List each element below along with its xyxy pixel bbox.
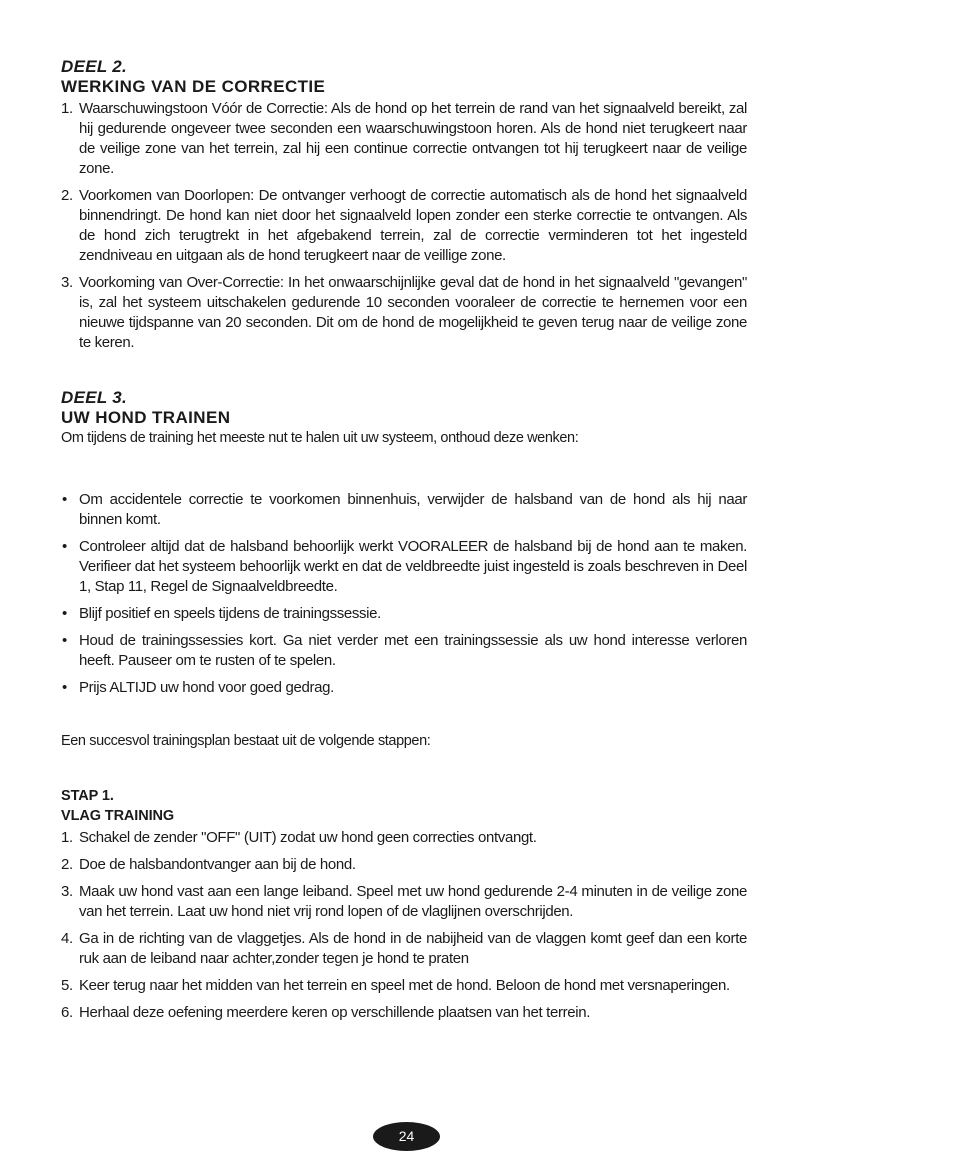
item-number: 6. <box>61 1004 73 1021</box>
item-number: 3. <box>61 883 73 900</box>
item-number: 1. <box>61 100 73 117</box>
item-text: Houd de trainingssessies kort. Ga niet verder met een trainingssessie als uw hond interesse verloren heeft. Pauseer om te rusten of te spelen. <box>79 632 747 669</box>
deel2-list <box>61 99 747 353</box>
item-text: Voorkomen van Doorlopen: De ontvanger verhoogt de correctie automatisch als de hond het signaalveld binnendringt. De hond kan niet door het signaalveld lopen zonder een sterke correctie te ontvangen. Als de hond zich terugtrekt in het afgebakend terrein, zal de correctie verminderen tot het ingesteld zendniveau en uitgaan als de hond terugkeert naar de veillige zone. <box>79 187 747 264</box>
bullet-glyph: • <box>62 605 67 622</box>
list-item <box>61 828 747 848</box>
list-item <box>61 186 747 266</box>
list-item <box>61 929 747 969</box>
list-item <box>61 631 747 671</box>
item-number: 2. <box>61 187 73 204</box>
list-item <box>61 1003 747 1023</box>
item-number: 5. <box>61 977 73 994</box>
item-text: Keer terug naar het midden van het terrein en speel met de hond. Beloon de hond met versnaperingen. <box>79 977 730 994</box>
list-item <box>61 678 747 698</box>
step-kicker: STAP 1. <box>61 788 114 804</box>
item-text: Om accidentele correctie te voorkomen binnenhuis, verwijder de halsband van de hond als hij naar binnen komt. <box>79 491 747 528</box>
item-text: Ga in de richting van de vlaggetjes. Als de hond in de nabijheid van de vlaggen komt geef dan een korte ruk aan de leiband naar achter,zonder tegen je hond te praten <box>79 930 747 967</box>
item-text: Doe de halsbandontvanger aan bij de hond. <box>79 856 356 873</box>
item-number: 2. <box>61 856 73 873</box>
plan-intro: Een succesvol trainingsplan bestaat uit de volgende stappen: <box>61 733 431 749</box>
list-item <box>61 273 747 353</box>
list-item <box>61 537 747 597</box>
stap1-list <box>61 828 747 1023</box>
item-text: Schakel de zender "OFF" (UIT) zodat uw hond geen correcties ontvangt. <box>79 829 537 846</box>
item-text: Herhaal deze oefening meerdere keren op verschillende plaatsen van het terrein. <box>79 1004 591 1021</box>
item-text: Voorkoming van Over-Correctie: In het onwaarschijnlijke geval dat de hond in het signaalveld "gevangen" is, zal het systeem uitschakelen gedurende 10 seconden vooraleer de correctie te hernemen voor een nieuwe tijdspanne van 20 seconden. Dit om de hond de mogelijkheid te geven terug naar de veilige zone te keren. <box>79 274 747 351</box>
item-text: Blijf positief en speels tijdens de trainingssessie. <box>79 605 381 622</box>
item-text: Prijs ALTIJD uw hond voor goed gedrag. <box>79 679 334 696</box>
bullet-glyph: • <box>62 491 67 508</box>
item-number: 1. <box>61 829 73 846</box>
list-item <box>61 855 747 875</box>
item-number: 3. <box>61 274 73 291</box>
page-number-badge: 24 <box>373 1122 440 1151</box>
item-number: 4. <box>61 930 73 947</box>
bullet-glyph: • <box>62 538 67 555</box>
tips-list <box>61 490 747 698</box>
list-item <box>61 976 747 996</box>
item-text: Waarschuwingstoon Vóór de Correctie: Als de hond op het terrein de rand van het signaalveld bereikt, zal hij gedurende ongeveer twee seconden een waarschuwingstoon horen. Als de hond niet terugkeert naar de veilige zone van het terrein, zal hij een continue correctie ontvangen tot hij terugkeert naar de veilige zone. <box>79 100 747 177</box>
bullet-glyph: • <box>62 679 67 696</box>
section-title: UW HOND TRAINEN <box>61 408 231 427</box>
section-kicker: DEEL 2. <box>61 57 128 76</box>
list-item <box>61 882 747 922</box>
section-title: WERKING VAN DE CORRECTIE <box>61 77 326 96</box>
bullet-glyph: • <box>62 632 67 649</box>
item-text: Maak uw hond vast aan een lange leiband. Speel met uw hond gedurende 2-4 minuten in de veilige zone van het terrein. Laat uw hond niet vrij rond lopen of de vlaglijnen overschrijden. <box>79 883 747 920</box>
list-item <box>61 604 747 624</box>
section-intro: Om tijdens de training het meeste nut te halen uit uw systeem, onthoud deze wenken: <box>61 430 579 446</box>
step-title: VLAG TRAINING <box>61 808 175 824</box>
page-content <box>61 57 747 1030</box>
item-text: Controleer altijd dat de halsband behoorlijk werkt VOORALEER de halsband bij de hond aan te maken. Verifieer dat het systeem behoorlijk werkt en dat de veldbreedte juist ingesteld is zoals beschreven in Deel 1, Stap 11, Regel de Signaalveldbreedte. <box>79 538 747 595</box>
list-item <box>61 99 747 179</box>
section-kicker: DEEL 3. <box>61 388 128 407</box>
list-item <box>61 490 747 530</box>
